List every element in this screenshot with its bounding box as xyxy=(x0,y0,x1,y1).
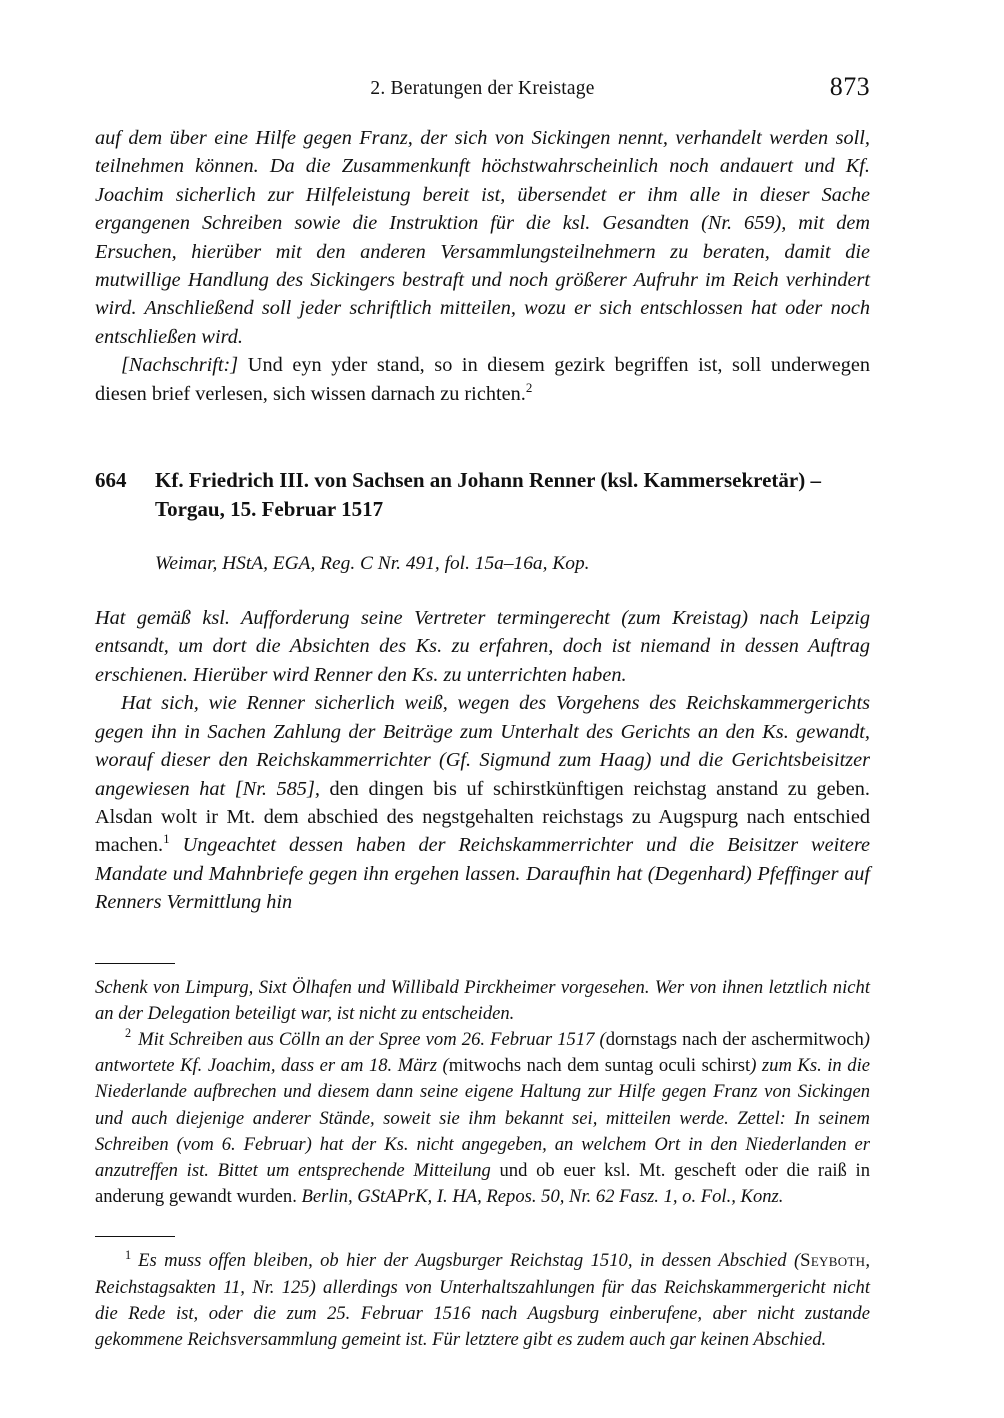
page-content xyxy=(95,0,870,1353)
regest-2-continuation: Ungeachtet dessen haben der Reichskammerrichter und die Beisitzer weitere Mandate und Mahnbriefe gegen ihn ergehen lassen. Daraufhin hat (Degenhard) Pfeffinger auf Renners Vermittlung hin xyxy=(95,834,870,914)
nachschrift-text: Und eyn yder stand, so in diesem gezirk begriffen ist, soll underwegen diesen brief verlesen, sich wissen darnach zu richten. xyxy=(95,354,870,405)
footnote-1-marker: 1 xyxy=(125,1247,132,1262)
continued-paragraph: auf dem über eine Hilfe gegen Franz, der sich von Sickingen nennt, verhandelt werden soll, teilnehmen können. Da die Zusammenkunft höchstwahrscheinlich noch andauert und Kf. Joachim sicherlich zur Hilfeleistung bereit ist, übersendet er ihm alle in dieser Sache ergangenen Schreiben sowie die Instruktion für die ksl. Gesandten (Nr. 659), mit dem Ersuchen, hierüber mit den anderen Versammlungsteilnehmern zu beraten, damit die mutwillige Handlung des Sickingers bestraft und noch größerer Aufruhr im Reich verhindert wird. Anschließend soll jeder schriftlich mitteilen, wozu er sich entschlossen hat oder noch entschließen wird. xyxy=(95,127,870,348)
footnote-2-quote1: dornstags nach der aschermitwoch xyxy=(605,1028,864,1050)
regest-paragraph-2 xyxy=(95,689,870,916)
regest-paragraph-1: Hat gemäß ksl. Aufforderung seine Vertreter termingerecht (zum Kreistag) nach Leipzig entsandt, um dort die Absichten des Ks. zu erfahren, doch ist niemand in dessen Auftrag erschienen. Hierüber wird Renner den Ks. zu unterrichten haben. xyxy=(95,607,870,686)
footnote-ref-2: 2 xyxy=(525,379,533,395)
footnote-2-seg1: Mit Schreiben aus Cölln an der Spree vom 26. Februar 1517 ( xyxy=(138,1028,606,1050)
footnote-ref-1: 1 xyxy=(163,831,170,847)
footnote-1-seg2: , Reichstagsakten 11, Nr. 125) allerdings von Unterhaltszahlungen für das Reichskammergericht nicht die Rede ist, oder die zum 25. Februar 1516 nach Augsburg einberufene, aber nicht zustande gekommene Reichsversammlung gemeint ist. Für letztere gibt es zudem auch gar keinen Abschied. xyxy=(95,1250,870,1350)
footnote-rule xyxy=(95,963,175,964)
footnote-rule-2 xyxy=(95,1236,175,1237)
archive-reference: Weimar, HStA, EGA, Reg. C Nr. 491, fol. 15a–16a, Kop. xyxy=(155,553,590,575)
nachschrift-label: [Nachschrift:] xyxy=(121,354,239,377)
running-header xyxy=(95,72,870,124)
footnote-apparatus xyxy=(95,963,870,1354)
footnote-2-quote3: und ob euer ksl. Mt. gescheft oder die raiß in anderung gewandt wurden. xyxy=(95,1159,870,1208)
regest-2-summary: Hat sich, wie Renner sicherlich weiß, wegen des Vorgehens des Reichskammergerichts gegen ihn in Sachen Zahlung der Beiträge zum Unterhalt des Gerichts an den Ks. gewandt, worauf dieser den Reichskammerrichter (Gf. Sigmund zum Haag) und die Gerichtsbeisitzer angewiesen hat [Nr. 585], xyxy=(95,692,870,800)
footnote-1-author: Seyboth xyxy=(800,1250,866,1272)
footnote-carryover: Schenk von Limpurg, Sixt Ölhafen und Willibald Pirckheimer vorgesehen. Wer von ihnen letztlich nicht an der Delegation beteiligt war, ist nicht zu entscheiden. xyxy=(95,976,870,1024)
running-header-title: 2. Beratungen der Kreistage xyxy=(370,78,595,99)
footnote-block-note1 xyxy=(95,1236,870,1353)
entry-heading xyxy=(95,466,870,524)
footnote-2-marker: 2 xyxy=(125,1026,132,1041)
footnote-2 xyxy=(95,1027,870,1210)
entry-number: 664 xyxy=(95,468,127,493)
regest-2-quotation: den dingen bis uf schirstkünftigen reichstag anstand zu geben. Alsdan wolt ir Mt. dem abschied des negstgehalten reichstags zu Augspurg nach entschied machen. xyxy=(95,777,870,857)
footnote-2-quote2: mitwochs nach dem suntag oculi schirst xyxy=(448,1055,751,1077)
footnote-block-carryover xyxy=(95,963,870,1211)
footnote-2-seg3: ) antwortete Kf. Joachim, dass er am 18. März ( xyxy=(95,1028,870,1077)
entry-title: Kf. Friedrich III. von Sachsen an Johann Renner (ksl. Kammersekretär) – Torgau, 15. Februar 1517 xyxy=(155,468,821,522)
footnote-2-seg5: ) zum Ks. in die Niederlande aufbrechen und diesem dann seine eigene Haltung zur Hilfe gegen Franz von Sickingen und auch diejenige anderer Stände, soweit sie ihm bekannt sei, mitteilen werde. Zettel: In seinem Schreiben (vom 6. Februar) hat der Ks. nicht angegeben, an welchem Ort in den Niederlanden er anzutreffen ist. Bittet um entsprechende Mitteilung xyxy=(95,1055,870,1181)
nachschrift-paragraph xyxy=(95,351,870,408)
footnote-1-seg1: Es muss offen bleiben, ob hier der Augsburger Reichstag 1510, in dessen Abschied ( xyxy=(138,1250,801,1272)
page-number: 873 xyxy=(829,72,870,101)
footnote-2-source: Berlin, GStAPrK, I. HA, Repos. 50, Nr. 62 Fasz. 1, o. Fol., Konz. xyxy=(296,1186,784,1208)
footnote-1 xyxy=(95,1248,870,1353)
